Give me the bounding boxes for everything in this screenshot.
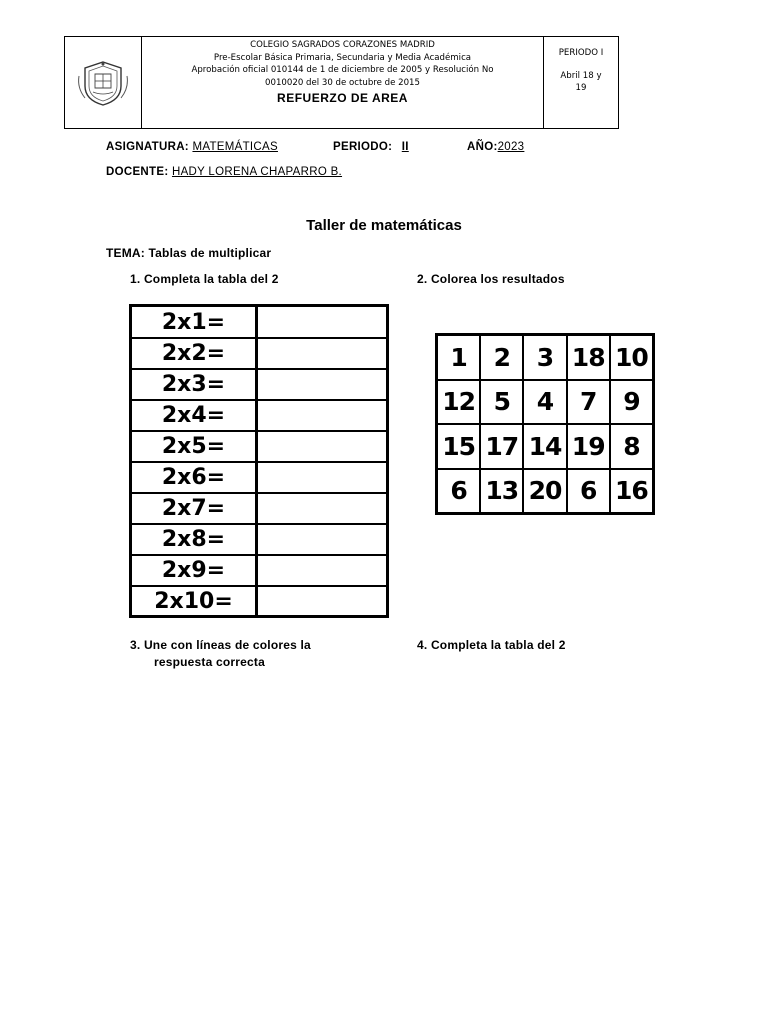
- table-row: [132, 586, 386, 617]
- answer-cell[interactable]: [258, 400, 386, 431]
- multiplication-table: [129, 304, 389, 618]
- school-levels: Pre-Escolar Básica Primaria, Secundaria y Media Académica: [213, 52, 472, 63]
- multiplication-expression: 2x10=: [132, 586, 258, 617]
- answer-cell[interactable]: [258, 586, 386, 617]
- worksheet-title: Taller de matemáticas: [306, 217, 462, 234]
- grid-cell[interactable]: 14: [523, 424, 566, 469]
- multiplication-expression: 2x4=: [132, 400, 258, 431]
- multiplication-expression: 2x8=: [132, 524, 258, 555]
- answer-cell[interactable]: [258, 555, 386, 586]
- table-row: [132, 462, 386, 493]
- row-divider: [132, 523, 386, 525]
- table-row: [132, 493, 386, 524]
- table-row: [132, 431, 386, 462]
- school-name: COLEGIO SAGRADOS CORAZONES MADRID: [250, 40, 435, 50]
- table-row: [132, 307, 386, 338]
- grid-cell[interactable]: 8: [610, 424, 653, 469]
- row-divider: [132, 585, 386, 587]
- teacher-row: [106, 166, 342, 178]
- answer-cell[interactable]: [258, 524, 386, 555]
- table-row: [132, 338, 386, 369]
- question-4: 4. Completa la tabla del 2: [417, 638, 566, 652]
- grid-cell[interactable]: 1: [437, 335, 480, 380]
- row-divider: [132, 368, 386, 370]
- table-row: [132, 524, 386, 555]
- topic-row: [106, 245, 271, 262]
- answer-cell[interactable]: [258, 369, 386, 400]
- date-line-1: Abril 18 y: [560, 70, 602, 81]
- grid-cell[interactable]: 2: [480, 335, 523, 380]
- period-row: [333, 141, 409, 153]
- year-label: AÑO:: [467, 141, 498, 153]
- question-3-line-1: 3. Une con líneas de colores la: [130, 638, 311, 652]
- approval-line-1: Aprobación oficial 010144 de 1 de diciembre de 2005 y Resolución No: [191, 65, 494, 75]
- document-header: [64, 36, 619, 129]
- answer-cell[interactable]: [258, 307, 386, 338]
- multiplication-expression: 2x1=: [132, 307, 258, 338]
- grid-cell[interactable]: 4: [523, 380, 566, 425]
- year-row: [467, 141, 606, 153]
- multiplication-expression: 2x3=: [132, 369, 258, 400]
- grid-cell[interactable]: 6: [567, 469, 610, 514]
- teacher-label: DOCENTE:: [106, 166, 169, 178]
- period-field-label: PERIODO:: [333, 141, 393, 153]
- grid-cell[interactable]: 12: [437, 380, 480, 425]
- period-field-value: II: [401, 141, 409, 153]
- topic-label: TEMA:: [106, 246, 145, 260]
- row-divider: [132, 554, 386, 556]
- date-line-2: 19: [575, 83, 587, 93]
- grid-cell[interactable]: 15: [437, 424, 480, 469]
- multiplication-expression: 2x2=: [132, 338, 258, 369]
- header-right: [544, 37, 618, 128]
- grid-cell[interactable]: 13: [480, 469, 523, 514]
- year-value: 2023: [497, 141, 525, 153]
- answer-cell[interactable]: [258, 338, 386, 369]
- grid-cell[interactable]: 20: [523, 469, 566, 514]
- answer-cell[interactable]: [258, 462, 386, 493]
- multiplication-expression: 2x5=: [132, 431, 258, 462]
- row-divider: [132, 337, 386, 339]
- row-divider: [132, 492, 386, 494]
- document-title: REFUERZO DE AREA: [277, 91, 408, 105]
- school-crest-icon: [65, 37, 142, 128]
- table-row: [132, 555, 386, 586]
- grid-cell[interactable]: 19: [567, 424, 610, 469]
- topic-value: Tablas de multiplicar: [148, 246, 272, 260]
- multiplication-expression: 2x7=: [132, 493, 258, 524]
- answer-cell[interactable]: [258, 493, 386, 524]
- table-row: [132, 369, 386, 400]
- teacher-value: HADY LORENA CHAPARRO B.: [171, 166, 343, 178]
- grid-cell[interactable]: 9: [610, 380, 653, 425]
- header-center: [142, 37, 544, 128]
- subject-row: [106, 141, 278, 153]
- grid-cell[interactable]: 17: [480, 424, 523, 469]
- subject-value: MATEMÁTICAS: [192, 141, 278, 153]
- question-2: 2. Colorea los resultados: [417, 272, 565, 286]
- question-3-line-2: respuesta correcta: [154, 655, 265, 669]
- answer-cell[interactable]: [258, 431, 386, 462]
- multiplication-expression: 2x6=: [132, 462, 258, 493]
- grid-cell[interactable]: 18: [567, 335, 610, 380]
- table-row: [132, 400, 386, 431]
- grid-cell[interactable]: 16: [610, 469, 653, 514]
- row-divider: [132, 430, 386, 432]
- question-1: 1. Completa la tabla del 2: [130, 272, 279, 286]
- multiplication-expression: 2x9=: [132, 555, 258, 586]
- grid-cell[interactable]: 6: [437, 469, 480, 514]
- grid-cell[interactable]: 5: [480, 380, 523, 425]
- grid-cell[interactable]: 10: [610, 335, 653, 380]
- row-divider: [132, 399, 386, 401]
- grid-cell[interactable]: 7: [567, 380, 610, 425]
- subject-label: ASIGNATURA:: [106, 141, 189, 153]
- number-grid: [435, 333, 655, 515]
- row-divider: [132, 461, 386, 463]
- period-label: PERIODO I: [558, 48, 604, 58]
- approval-line-2: 0010020 del 30 de octubre de 2015: [265, 77, 420, 88]
- question-3: [130, 637, 311, 671]
- grid-cell[interactable]: 3: [523, 335, 566, 380]
